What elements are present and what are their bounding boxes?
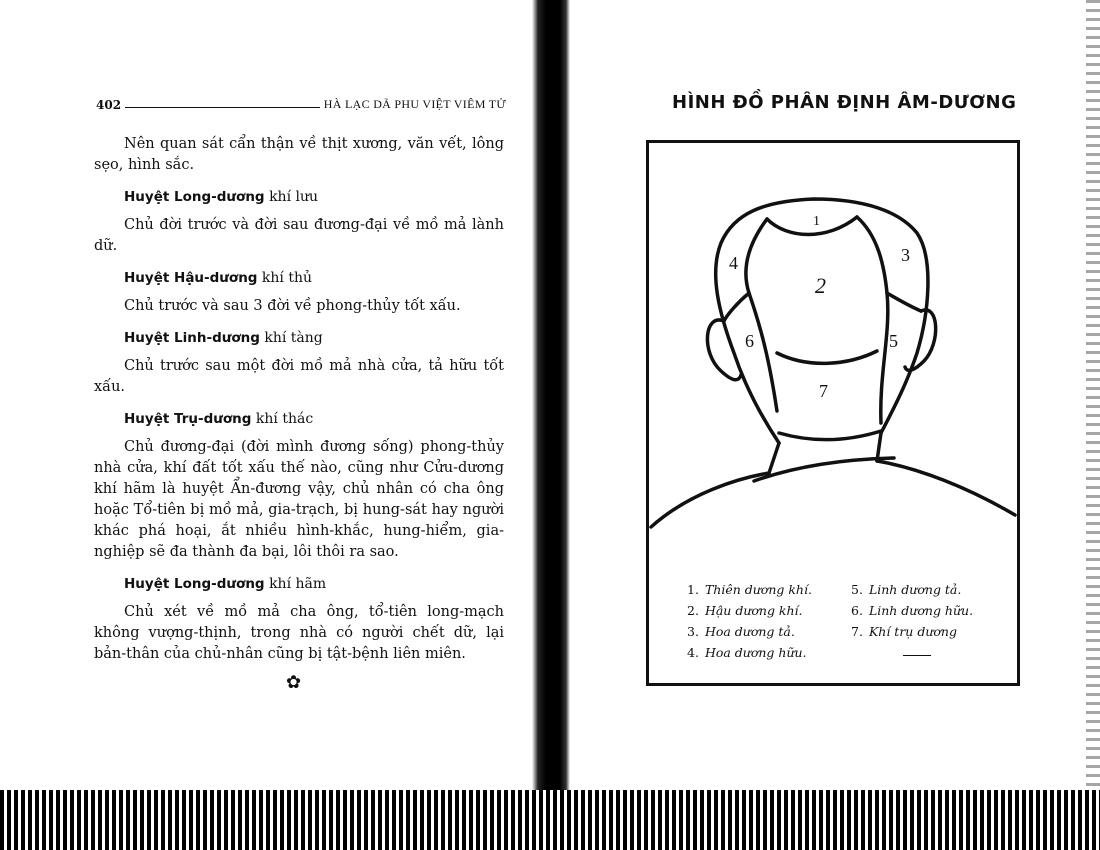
book-gutter [532,0,570,850]
section-paragraph: Chủ đời trước và đời sau đương-đại về mồ mả lành dữ. [94,217,504,254]
body-text [94,134,504,665]
legend-item: 3. Hoa dương tả. [687,624,795,639]
diagram-frame [646,140,1020,686]
scan-stripe-artifact [0,790,1100,850]
section-heading [124,409,504,430]
qi-type: khí lưu [269,189,319,205]
running-head [96,92,506,112]
section-heading [124,187,504,208]
region-label: 3 [901,245,910,265]
section-paragraph: Chủ trước sau một đời mồ mả nhà cửa, tả hữu tốt xấu. [94,358,504,395]
section-heading [124,268,504,289]
legend-item: 2. Hậu dương khí. [687,603,803,618]
end-ornament: ✿ [286,672,302,693]
region-label: 5 [889,331,898,351]
legend-item: 7. Khí trụ dương [851,624,957,639]
section-paragraph: Chủ xét về mồ mả cha ông, tổ-tiên long-mạch không vượng-thịnh, trong nhà có người chết dữ, lại bản-thân của chủ-nhân cũng bị tật-bệnh liên miên. [94,604,504,662]
qi-type: khí thác [255,411,314,427]
header-rule [125,107,320,108]
section-heading [124,328,504,349]
region-label: 4 [729,253,738,273]
legend-item: 5. Linh dương tả. [851,582,962,597]
legend-item: 4. Hoa dương hữu. [687,645,807,660]
region-label: 7 [819,381,828,401]
section-paragraph: Chủ đương-đại (đời mình đương sống) phong-thủy nhà cửa, khí đất tốt xấu thế nào, cũng như Cửu-dương khí hãm là huyệt Ẩn-đương vậy, chủ nhân có cha ông hoặc Tổ-tiên bị mồ mả, gia-trạch, bị hung-sát hay người khác phá hoại, ắt nhiều hình-khắc, hung-hiểm, gia-nghiệp sẽ đa thành đa bại, lôi thôi ra sao. [94,439,504,560]
point-name: Huyệt Linh-dương [124,330,260,346]
qi-type: khí thủ [261,270,313,286]
qi-type: khí hãm [269,576,327,592]
diagram-legend [687,579,1017,663]
legend-item: 6. Linh dương hữu. [851,603,974,618]
section-heading [124,574,504,595]
point-name: Huyệt Long-dương [124,189,265,205]
point-name: Huyệt Hậu-dương [124,270,258,286]
point-name: Huyệt Trụ-dương [124,411,252,427]
region-label: 2 [815,273,826,298]
handwritten-flourish [903,655,931,656]
diagram-title: HÌNH ĐỒ PHÂN ĐỊNH ÂM-DƯƠNG [672,92,1017,113]
region-label: 1 [813,214,820,229]
section-paragraph: Chủ trước và sau 3 đời về phong-thủy tốt xấu. [124,298,461,314]
intro-paragraph: Nên quan sát cẩn thận về thịt xương, văn vết, lông sẹo, hình sắc. [94,136,504,173]
book-title: HÀ LẠC DÃ PHU VIỆT VIÊM TỬ [323,97,506,111]
legend-item: 1. Thiên dương khí. [687,582,812,597]
region-label: 6 [745,331,754,351]
page-number: 402 [96,98,122,112]
point-name: Huyệt Long-dương [124,576,265,592]
left-page [0,0,530,790]
qi-type: khí tàng [264,330,323,346]
right-page [570,0,1090,790]
